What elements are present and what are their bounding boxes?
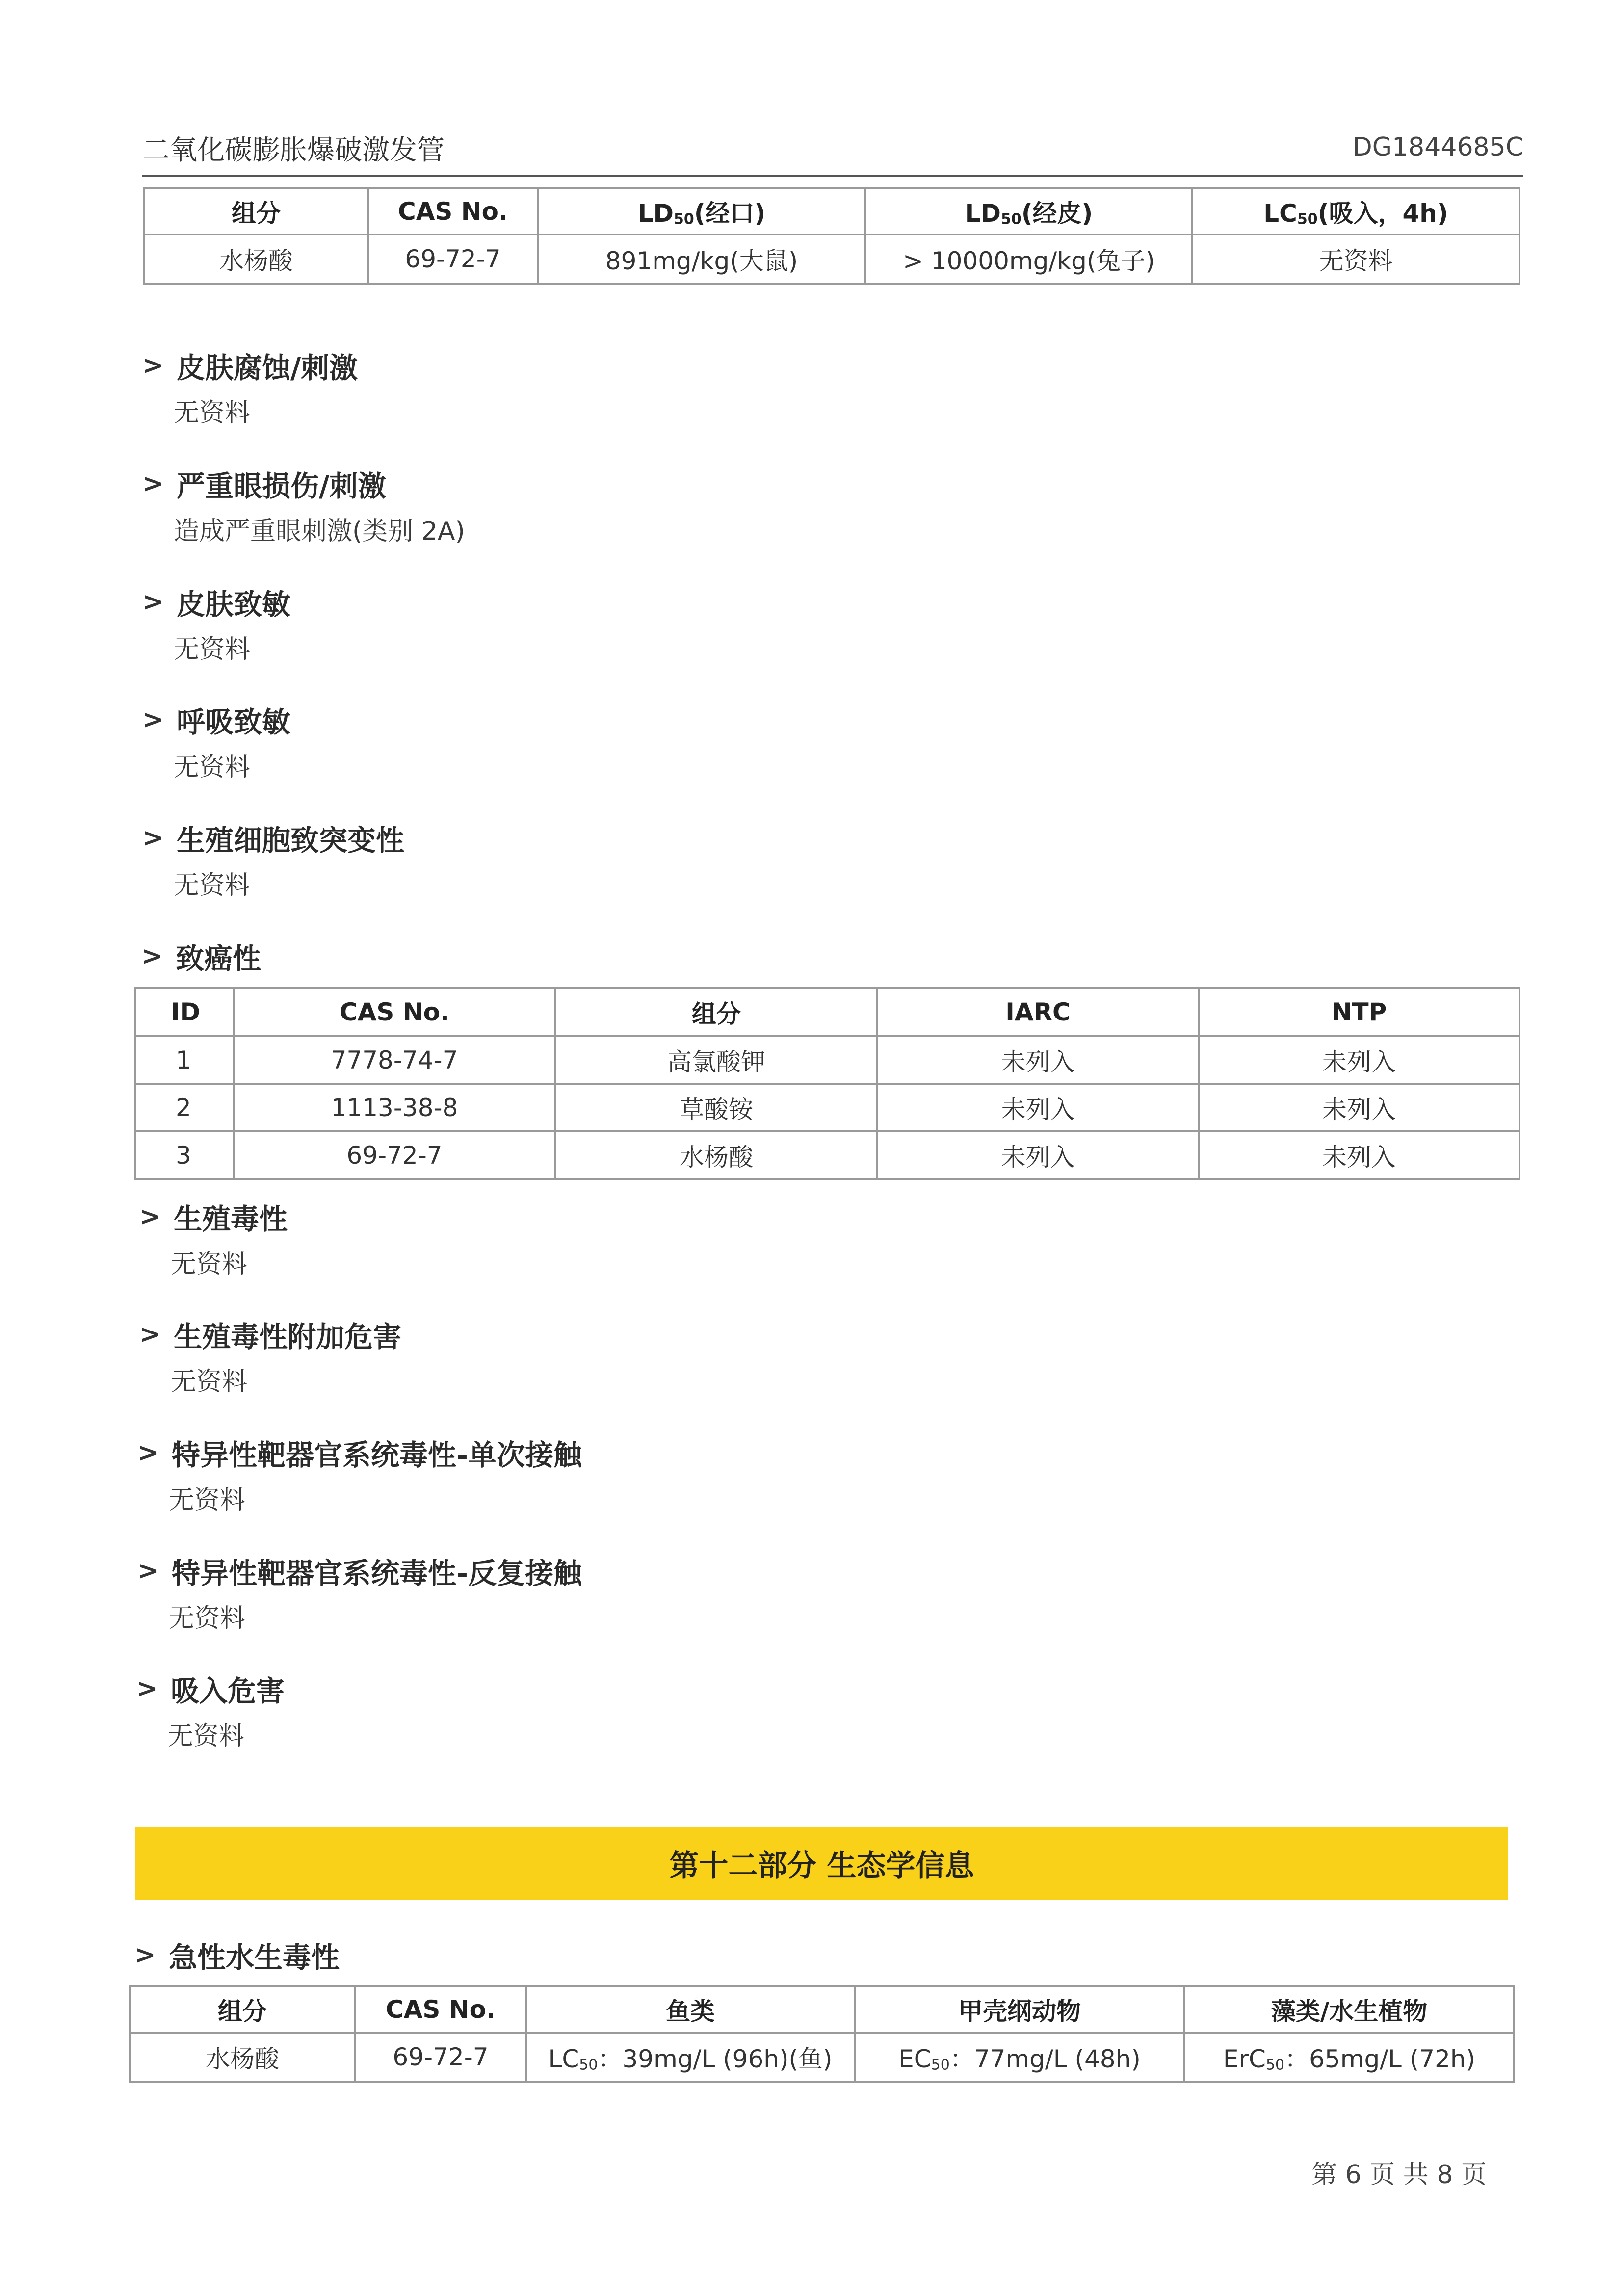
header-cell: 组分	[555, 988, 877, 1036]
section-acute-aquatic-toxicity	[134, 1935, 340, 1975]
table-cell: 未列入	[877, 1084, 1199, 1131]
header-cell: $LD_{50}$(经口)	[538, 188, 865, 235]
chevron-right-icon: >	[142, 351, 164, 380]
section-body: 无资料	[169, 1604, 246, 1633]
section-reproductive-hazard	[139, 1315, 401, 1395]
section-body: 无资料	[174, 635, 251, 664]
table-cell: ErC$_{50}$：65mg/L (72h)	[1184, 2033, 1514, 2082]
table-cell: 3	[135, 1131, 234, 1179]
header-cell: IARC	[877, 988, 1199, 1036]
section-body: 无资料	[174, 753, 251, 782]
table-row	[144, 235, 1519, 284]
section-title: 生殖毒性	[174, 1202, 288, 1236]
section-body: 无资料	[168, 1722, 245, 1751]
table-cell: 69-72-7	[234, 1131, 555, 1179]
section-title: 皮肤致敏	[177, 588, 291, 621]
header-cell: 组分	[130, 1986, 355, 2033]
section-carcinogenicity	[141, 937, 261, 976]
page-number: 第 6 页 共 8 页	[1311, 2160, 1487, 2190]
table-cell: 891mg/kg(大鼠)	[538, 235, 865, 284]
table-cell: 1113-38-8	[234, 1084, 555, 1131]
section-body: 无资料	[174, 398, 251, 428]
header-cell: NTP	[1199, 988, 1519, 1036]
section-body: 造成严重眼刺激(类别 2A)	[174, 517, 465, 546]
table-header-row	[135, 988, 1519, 1036]
table-cell: 未列入	[877, 1131, 1199, 1179]
section-body: 无资料	[171, 1250, 248, 1279]
header-cell: 藻类/水生植物	[1184, 1986, 1514, 2033]
document-code: DG1844685C	[1352, 132, 1523, 162]
header-cell: CAS No.	[355, 1986, 526, 2033]
section-aspiration-hazard	[136, 1669, 285, 1749]
chevron-right-icon: >	[137, 1556, 159, 1586]
section-skin-sensitization	[142, 582, 290, 663]
section-title: 生殖细胞致突变性	[177, 824, 405, 857]
table-cell: 无资料	[1192, 235, 1519, 284]
table-cell: 未列入	[1199, 1084, 1519, 1131]
section-body: 无资料	[171, 1367, 248, 1397]
section-stot-single	[137, 1433, 582, 1513]
chevron-right-icon: >	[142, 587, 164, 617]
header-cell: 鱼类	[526, 1986, 855, 2033]
section-body: 无资料	[174, 871, 251, 900]
section-respiratory-sensitization	[142, 700, 290, 781]
table-cell: 水杨酸	[130, 2033, 355, 2082]
chevron-right-icon: >	[136, 1674, 158, 1703]
chevron-right-icon: >	[142, 823, 164, 853]
table-cell: > 10000mg/kg(兔子)	[865, 235, 1192, 284]
chevron-right-icon: >	[142, 705, 164, 734]
table-cell: 7778-74-7	[234, 1036, 555, 1084]
section-skin-corrosion	[142, 346, 358, 426]
chevron-right-icon: >	[139, 1202, 161, 1231]
table-row	[135, 1084, 1519, 1131]
header-cell: 组分	[144, 188, 368, 235]
chevron-right-icon: >	[142, 469, 164, 498]
header-cell: $LC_{50}$(吸入，4h)	[1192, 188, 1519, 235]
section-title: 呼吸致敏	[177, 705, 291, 739]
chevron-right-icon: >	[134, 1940, 156, 1970]
section-title: 严重眼损伤/刺激	[177, 470, 387, 503]
section-germ-cell-mutagenicity	[142, 818, 404, 899]
section-eye-damage	[142, 464, 465, 545]
header-cell: 甲壳纲动物	[855, 1986, 1184, 2033]
carcinogenicity-table	[134, 987, 1520, 1180]
table-cell: 高氯酸钾	[555, 1036, 877, 1084]
section-body: 无资料	[169, 1486, 246, 1515]
table-row	[130, 2033, 1514, 2082]
table-cell: 未列入	[877, 1036, 1199, 1084]
header-cell: ID	[135, 988, 234, 1036]
section-banner	[135, 1827, 1508, 1900]
aquatic-toxicity-table	[129, 1985, 1515, 2083]
page-header	[142, 129, 1523, 178]
document-title: 二氧化碳膨胀爆破激发管	[142, 134, 445, 166]
acute-toxicity-table	[143, 187, 1520, 285]
section-title: 生殖毒性附加危害	[174, 1320, 402, 1354]
table-header-row	[144, 188, 1519, 235]
header-divider	[142, 175, 1523, 177]
table-cell: 草酸铵	[555, 1084, 877, 1131]
table-cell: 1	[135, 1036, 234, 1084]
section-title: 特异性靶器官系统毒性-单次接触	[172, 1438, 582, 1472]
table-cell: $LC_{50}$：39mg/L (96h)(鱼)	[526, 2033, 855, 2082]
table-cell: 未列入	[1199, 1036, 1519, 1084]
chevron-right-icon: >	[137, 1438, 159, 1467]
header-cell: CAS No.	[234, 988, 555, 1036]
table-cell: 69-72-7	[368, 235, 538, 284]
table-cell: $EC_{50}$：77mg/L (48h)	[855, 2033, 1184, 2082]
chevron-right-icon: >	[139, 1320, 161, 1349]
chevron-right-icon: >	[141, 941, 163, 971]
table-row	[135, 1036, 1519, 1084]
section-title: 吸入危害	[171, 1674, 285, 1708]
table-cell: 69-72-7	[355, 2033, 526, 2082]
table-cell: 未列入	[1199, 1131, 1519, 1179]
section-title: 急性水生毒性	[169, 1941, 340, 1974]
section-title: 致癌性	[176, 942, 262, 975]
section-reproductive-toxicity	[139, 1197, 288, 1278]
table-cell: 水杨酸	[144, 235, 368, 284]
table-cell: 2	[135, 1084, 234, 1131]
table-header-row	[130, 1986, 1514, 2033]
banner-title: 第十二部分 生态学信息	[669, 1849, 974, 1883]
header-cell: $LD_{50}$(经皮)	[865, 188, 1192, 235]
section-title: 特异性靶器官系统毒性-反复接触	[172, 1557, 582, 1590]
header-cell: CAS No.	[368, 188, 538, 235]
section-title: 皮肤腐蚀/刺激	[177, 351, 358, 385]
section-stot-repeated	[137, 1551, 582, 1632]
table-row	[135, 1131, 1519, 1179]
table-cell: 水杨酸	[555, 1131, 877, 1179]
